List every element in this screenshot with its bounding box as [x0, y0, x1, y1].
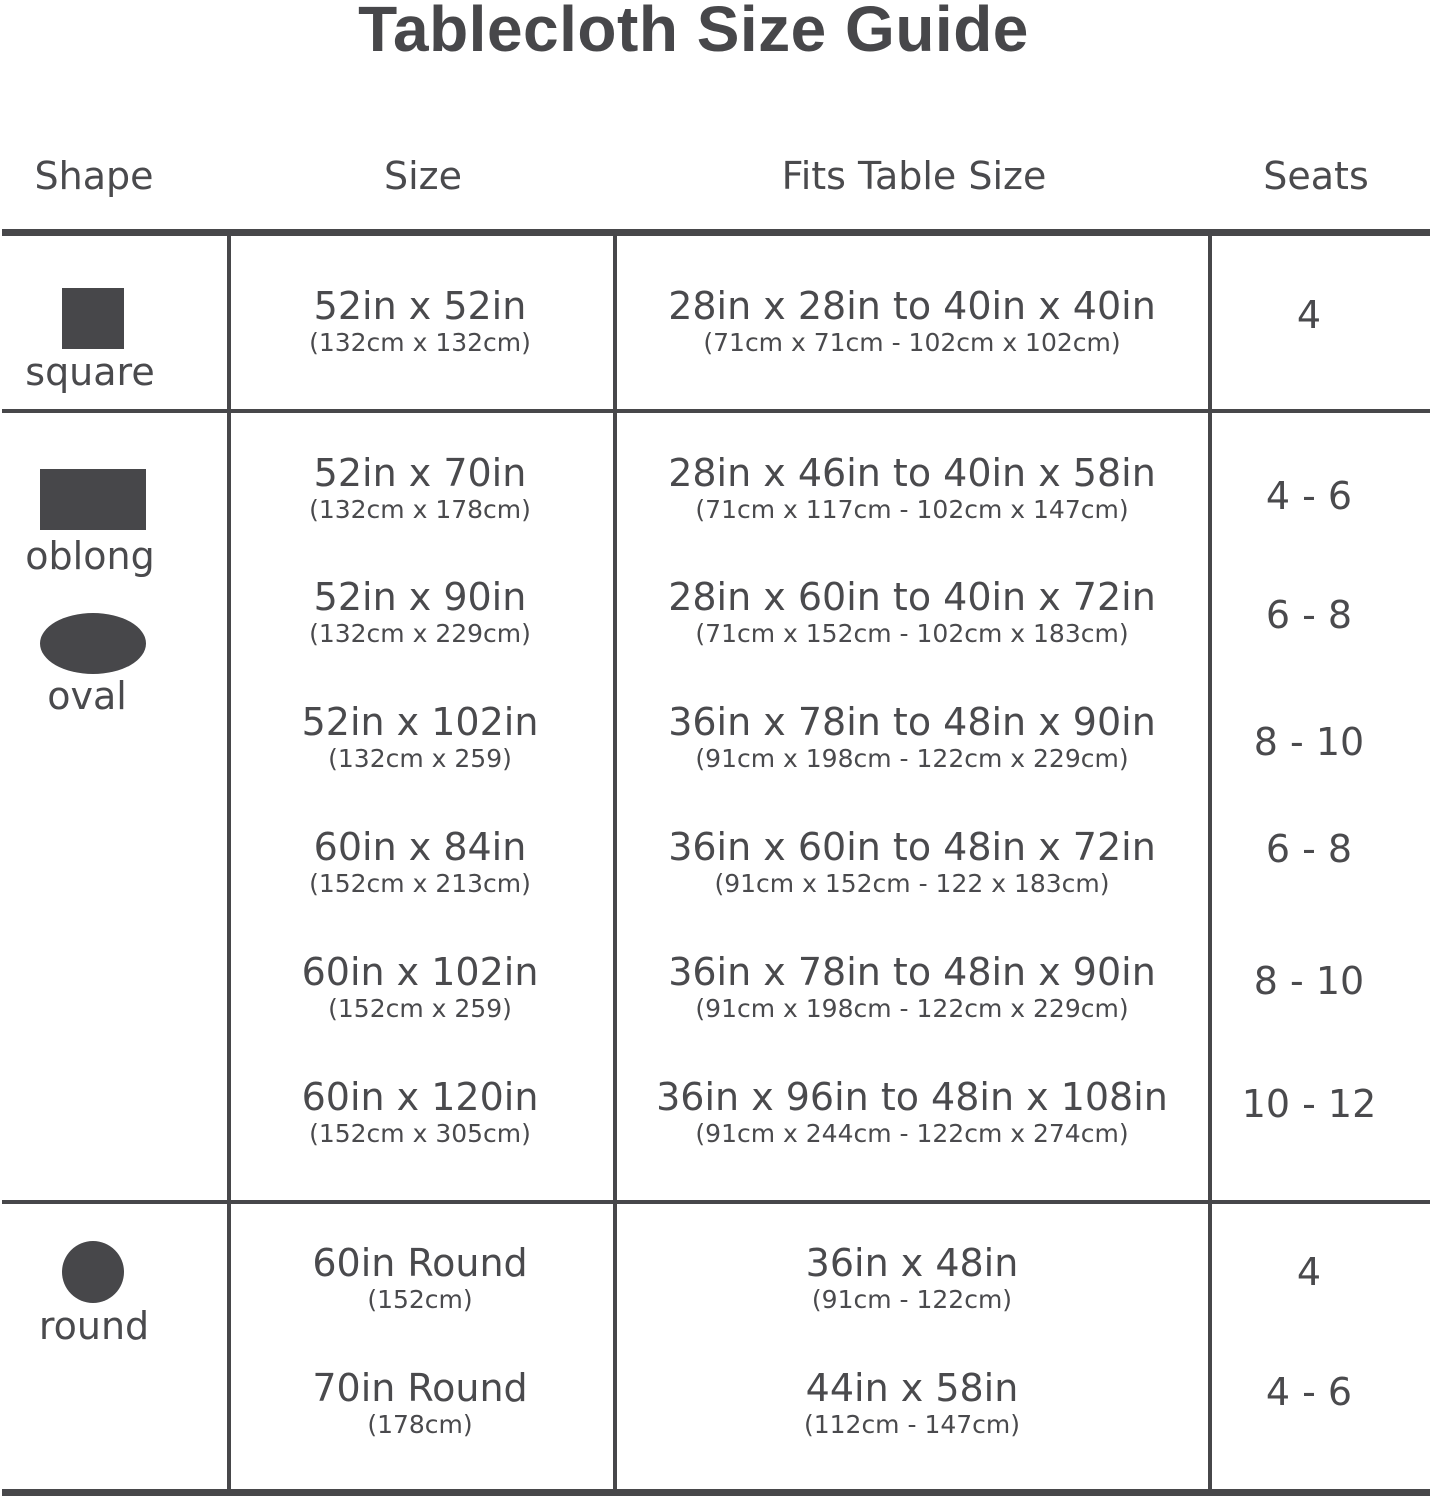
- fits-metric: (91cm - 122cm): [811, 1285, 1013, 1314]
- shape-label-oblong: oblong: [25, 534, 155, 578]
- size-metric: (132cm x 259): [328, 744, 512, 773]
- size-cell: [302, 700, 539, 774]
- table-bottom-border: [2, 1489, 1430, 1496]
- seats-value: 6 - 8: [1265, 593, 1353, 637]
- header-fits-table-size: Fits Table Size: [781, 154, 1047, 198]
- size-value: 52in x 52in: [313, 284, 527, 328]
- header-seats: Seats: [1263, 154, 1369, 198]
- fits-metric: (71cm x 152cm - 102cm x 183cm): [695, 619, 1129, 648]
- size-cell: [302, 1075, 539, 1149]
- size-cell: [312, 1241, 527, 1315]
- column-divider-3: [1208, 233, 1212, 1495]
- fits-metric: (112cm - 147cm): [803, 1410, 1021, 1439]
- fits-cell: [668, 451, 1156, 525]
- oval-icon: [40, 613, 146, 674]
- header-shape: Shape: [34, 154, 154, 198]
- fits-metric: (91cm x 198cm - 122cm x 229cm): [695, 994, 1129, 1023]
- size-metric: (178cm): [367, 1410, 473, 1439]
- size-value: 60in x 120in: [301, 1075, 539, 1119]
- seats-value: 4: [1296, 1250, 1322, 1294]
- column-divider-1: [227, 233, 231, 1495]
- size-value: 52in x 70in: [313, 451, 527, 495]
- size-cell: [309, 284, 531, 358]
- fits-cell: [668, 950, 1156, 1024]
- size-metric: (152cm x 305cm): [309, 1119, 531, 1148]
- fits-value: 44in x 58in: [805, 1366, 1019, 1410]
- seats-value: 10 - 12: [1241, 1082, 1377, 1126]
- size-value: 52in x 90in: [313, 575, 527, 619]
- seats-value: 8 - 10: [1253, 959, 1365, 1003]
- row-divider-oblong: [2, 1200, 1430, 1204]
- fits-value: 28in x 46in to 40in x 58in: [668, 451, 1156, 495]
- square-icon: [62, 288, 124, 349]
- size-value: 60in x 84in: [313, 825, 527, 869]
- size-value: 52in x 102in: [301, 700, 539, 744]
- size-cell: [312, 1366, 527, 1440]
- fits-value: 36in x 60in to 48in x 72in: [668, 825, 1156, 869]
- fits-cell: [668, 284, 1156, 358]
- size-cell: [309, 575, 531, 649]
- size-value: 60in x 102in: [301, 950, 539, 994]
- fits-value: 36in x 78in to 48in x 90in: [668, 700, 1156, 744]
- fits-value: 36in x 48in: [805, 1241, 1019, 1285]
- shape-label-square: square: [25, 350, 155, 394]
- column-divider-2: [613, 233, 617, 1495]
- size-metric: (152cm): [367, 1285, 473, 1314]
- size-value: 70in Round: [312, 1366, 528, 1410]
- fits-value: 36in x 78in to 48in x 90in: [668, 950, 1156, 994]
- seats-value: 8 - 10: [1253, 720, 1365, 764]
- size-cell: [309, 451, 531, 525]
- seats-value: 4 - 6: [1265, 1370, 1353, 1414]
- fits-metric: (91cm x 198cm - 122cm x 229cm): [695, 744, 1129, 773]
- fits-cell: [804, 1366, 1020, 1440]
- fits-cell: [668, 825, 1156, 899]
- page-title: Tablecloth Size Guide: [358, 0, 1029, 65]
- shape-label-oval: oval: [47, 674, 127, 718]
- fits-metric: (91cm x 244cm - 122cm x 274cm): [695, 1119, 1129, 1148]
- size-metric: (132cm x 229cm): [309, 619, 531, 648]
- header-divider: [2, 229, 1430, 236]
- size-value: 60in Round: [312, 1241, 528, 1285]
- seats-value: 4 - 6: [1265, 474, 1353, 518]
- fits-value: 36in x 96in to 48in x 108in: [656, 1075, 1168, 1119]
- row-divider-square: [2, 409, 1430, 413]
- seats-value: 4: [1296, 293, 1322, 337]
- fits-metric: (71cm x 71cm - 102cm x 102cm): [703, 328, 1121, 357]
- size-metric: (152cm x 213cm): [309, 869, 531, 898]
- fits-value: 28in x 60in to 40in x 72in: [668, 575, 1156, 619]
- fits-cell: [668, 575, 1156, 649]
- oblong-icon: [40, 469, 146, 530]
- size-cell: [302, 950, 539, 1024]
- header-size: Size: [383, 154, 463, 198]
- size-metric: (132cm x 132cm): [309, 328, 531, 357]
- fits-metric: (71cm x 117cm - 102cm x 147cm): [695, 495, 1129, 524]
- size-metric: (132cm x 178cm): [309, 495, 531, 524]
- fits-metric: (91cm x 152cm - 122 x 183cm): [714, 869, 1110, 898]
- fits-cell: [806, 1241, 1019, 1315]
- fits-cell: [656, 1075, 1168, 1149]
- seats-value: 6 - 8: [1265, 827, 1353, 871]
- fits-value: 28in x 28in to 40in x 40in: [668, 284, 1156, 328]
- shape-label-round: round: [38, 1304, 150, 1348]
- size-metric: (152cm x 259): [328, 994, 512, 1023]
- fits-cell: [668, 700, 1156, 774]
- round-icon: [62, 1241, 124, 1303]
- size-cell: [309, 825, 531, 899]
